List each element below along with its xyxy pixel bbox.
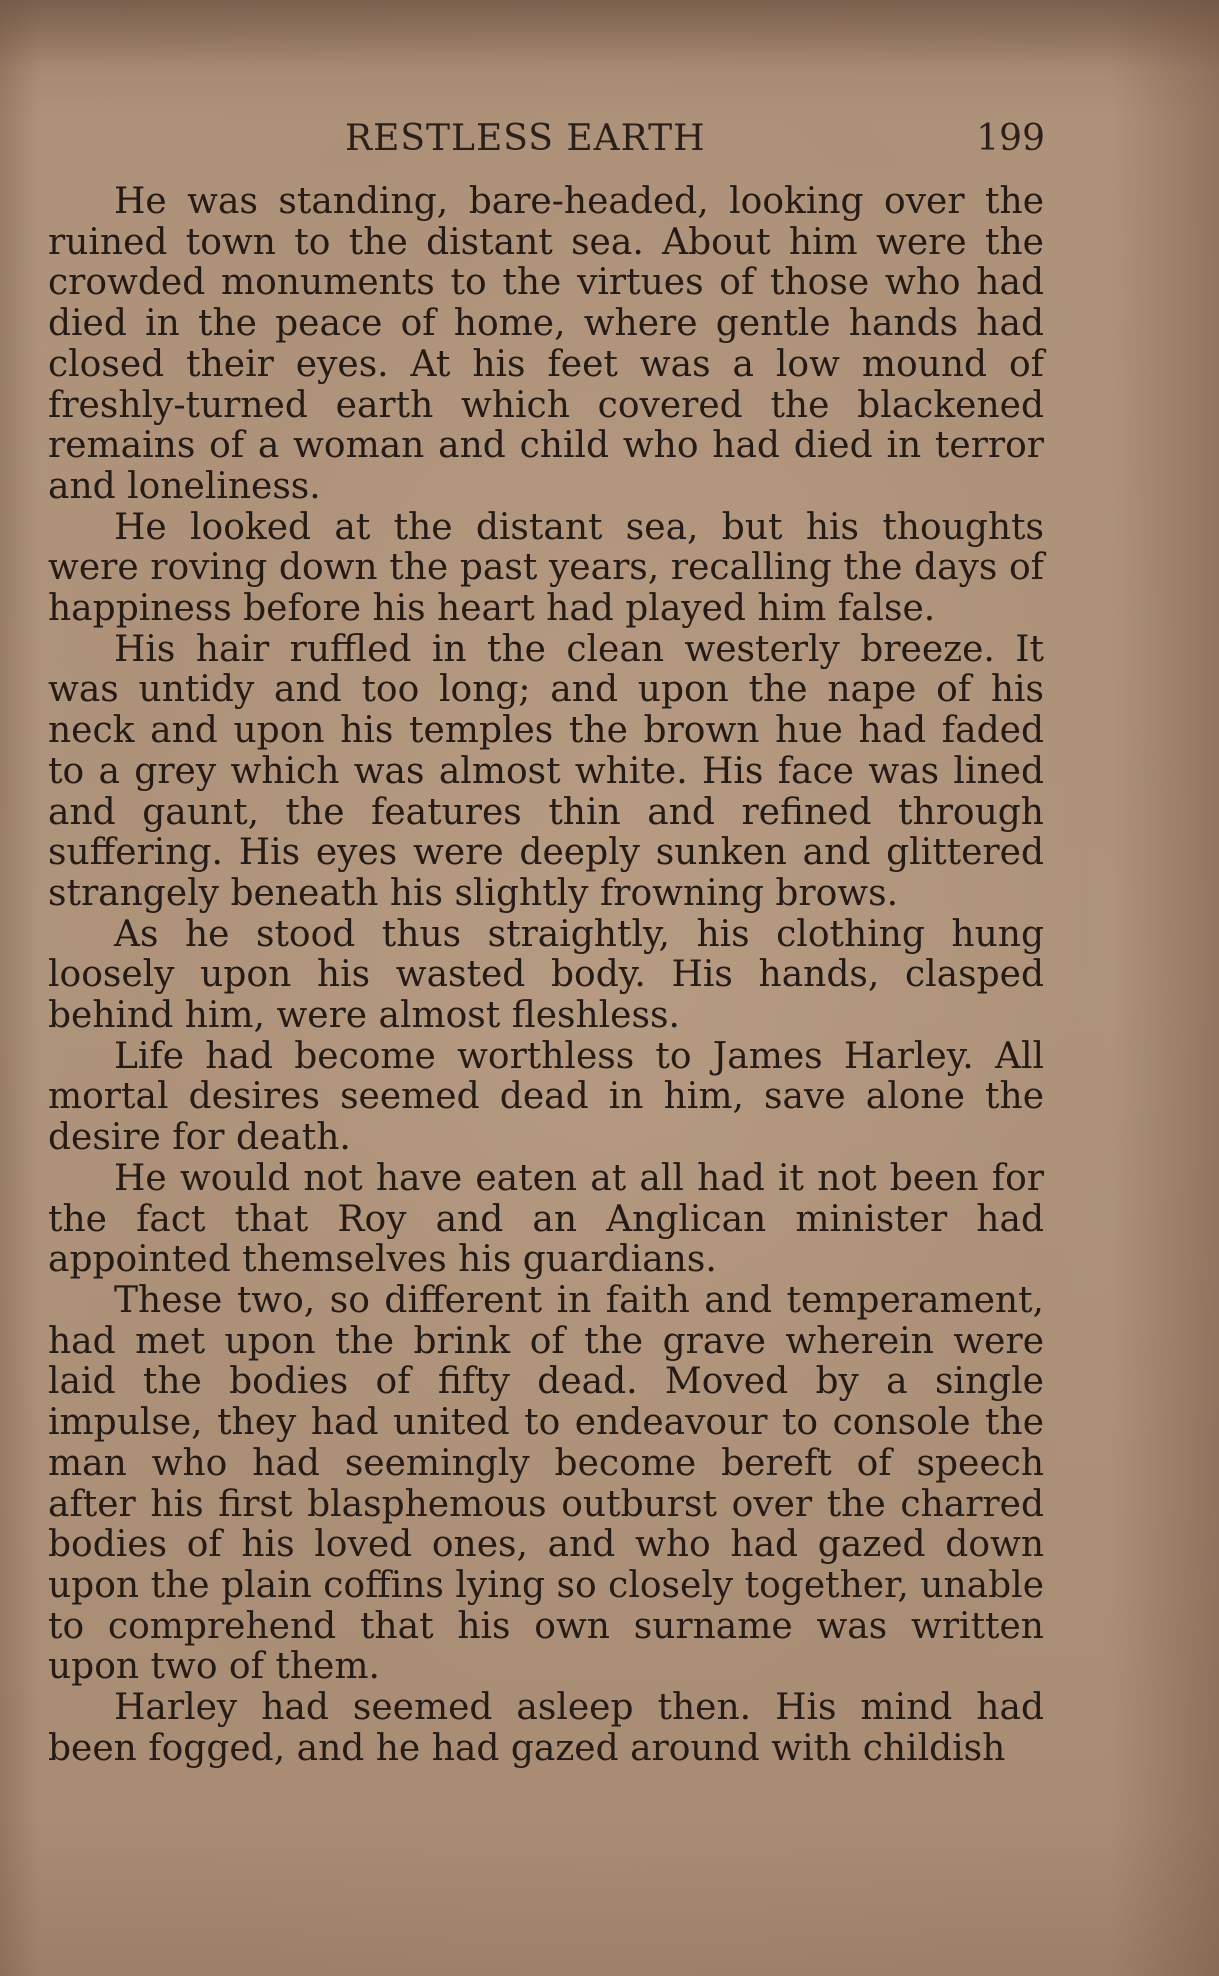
paragraph: Harley had seemed asleep then. His mind had been fogged, and he had gazed around with childish xyxy=(48,1687,1044,1769)
paragraph: Life had become worthless to James Harley. All mortal desires seemed dead in him, save alone the desire for death. xyxy=(48,1035,1044,1159)
paragraph: These two, so different in faith and temperament, had met upon the brink of the grave wherein were laid the bodies of fifty dead. Moved by a single impulse, they had united to endeavour to console the man who had seemingly become bereft of speech after his first blasphemous outburst over the charred bodies of his loved ones, and who had gazed down upon the plain coffins lying so closely together, unable to comprehend that his own surname was written upon two of them. xyxy=(48,1279,1044,1688)
page-number: 199 xyxy=(976,118,1045,159)
paragraph: His hair ruffled in the clean westerly breeze. It was untidy and too long; and upon the nape of his neck and upon his temples the brown hue had faded to a grey which was almost white. His face was lined and gaunt, the features thin and refined through suffering. His eyes were deeply sunken and glittered strangely beneath his slightly frowning brows. xyxy=(48,628,1044,914)
body-text xyxy=(48,182,1044,1769)
page-shadow-right xyxy=(1109,0,1219,1976)
running-title: RESTLESS EARTH xyxy=(345,118,706,159)
page-shadow-left xyxy=(0,0,40,1976)
running-header xyxy=(40,118,1045,168)
page-shadow-top xyxy=(0,0,1219,70)
paragraph: He looked at the distant sea, but his thoughts were roving down the past years, recalling the days of happiness before his heart had played him false. xyxy=(48,506,1044,630)
paragraph: He was standing, bare-headed, looking over the ruined town to the distant sea. About him were the crowded monuments to the virtues of those who had died in the peace of home, where gentle hands had closed their eyes. At his feet was a low mound of freshly-turned earth which covered the blackened remains of a woman and child who had died in terror and loneliness. xyxy=(48,181,1044,507)
paragraph: He would not have eaten at all had it not been for the fact that Roy and an Anglican minister had appointed themselves his guardians. xyxy=(48,1157,1044,1281)
paragraph: As he stood thus straightly, his clothing hung loosely upon his wasted body. His hands, clasped behind him, were almost fleshless. xyxy=(48,913,1044,1037)
